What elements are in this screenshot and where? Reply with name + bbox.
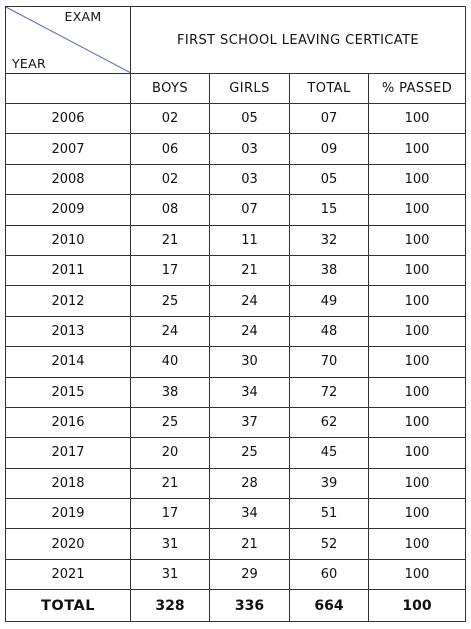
cell-total: 07 xyxy=(290,104,369,134)
table-row xyxy=(6,255,466,285)
cell-year: 2020 xyxy=(6,529,131,559)
cell-total: 60 xyxy=(290,559,369,589)
cell-total: 52 xyxy=(290,529,369,559)
cell-boys: 06 xyxy=(131,134,210,164)
cell-year: 2015 xyxy=(6,377,131,407)
table-row xyxy=(6,529,466,559)
cell-boys: 08 xyxy=(131,195,210,225)
table-row xyxy=(6,468,466,498)
cell-passed: 100 xyxy=(369,468,466,498)
cell-passed: 100 xyxy=(369,499,466,529)
cell-passed: 100 xyxy=(369,377,466,407)
table-row xyxy=(6,316,466,346)
totals-passed: 100 xyxy=(369,590,466,622)
cell-total: 62 xyxy=(290,407,369,437)
cell-girls: 30 xyxy=(210,347,290,377)
cell-year: 2009 xyxy=(6,195,131,225)
table-row xyxy=(6,164,466,194)
column-header-girls: GIRLS xyxy=(210,74,290,104)
cell-boys: 38 xyxy=(131,377,210,407)
cell-passed: 100 xyxy=(369,316,466,346)
cell-year: 2007 xyxy=(6,134,131,164)
cell-boys: 25 xyxy=(131,407,210,437)
cell-year: 2013 xyxy=(6,316,131,346)
cell-year: 2021 xyxy=(6,559,131,589)
cell-year: 2019 xyxy=(6,499,131,529)
table-row xyxy=(6,286,466,316)
totals-row xyxy=(6,590,466,622)
table-row xyxy=(6,195,466,225)
table-row xyxy=(6,407,466,437)
cell-girls: 29 xyxy=(210,559,290,589)
cell-year: 2012 xyxy=(6,286,131,316)
cell-year: 2017 xyxy=(6,438,131,468)
table-row xyxy=(6,225,466,255)
table-row xyxy=(6,347,466,377)
cell-year: 2008 xyxy=(6,164,131,194)
cell-passed: 100 xyxy=(369,286,466,316)
totals-label: TOTAL xyxy=(6,590,131,622)
cell-total: 45 xyxy=(290,438,369,468)
cell-girls: 34 xyxy=(210,499,290,529)
cell-total: 38 xyxy=(290,255,369,285)
column-header-passed: % PASSED xyxy=(369,74,466,104)
cell-boys: 17 xyxy=(131,499,210,529)
cell-total: 70 xyxy=(290,347,369,377)
table-row xyxy=(6,377,466,407)
cell-girls: 24 xyxy=(210,316,290,346)
cell-passed: 100 xyxy=(369,164,466,194)
cell-passed: 100 xyxy=(369,225,466,255)
column-header-total: TOTAL xyxy=(290,74,369,104)
cell-girls: 03 xyxy=(210,164,290,194)
cell-total: 09 xyxy=(290,134,369,164)
cell-passed: 100 xyxy=(369,529,466,559)
cell-boys: 31 xyxy=(131,529,210,559)
year-column-header-blank xyxy=(6,74,131,104)
cell-girls: 21 xyxy=(210,529,290,559)
year-label: YEAR xyxy=(12,56,46,71)
exam-year-header-cell xyxy=(6,7,131,74)
cell-total: 51 xyxy=(290,499,369,529)
cell-girls: 37 xyxy=(210,407,290,437)
cell-boys: 17 xyxy=(131,255,210,285)
cell-total: 49 xyxy=(290,286,369,316)
cell-total: 72 xyxy=(290,377,369,407)
cell-total: 48 xyxy=(290,316,369,346)
results-table-container xyxy=(5,6,466,622)
cell-boys: 02 xyxy=(131,104,210,134)
cell-boys: 40 xyxy=(131,347,210,377)
table-row xyxy=(6,134,466,164)
table-row xyxy=(6,438,466,468)
table-title: FIRST SCHOOL LEAVING CERTICATE xyxy=(131,7,466,74)
cell-passed: 100 xyxy=(369,195,466,225)
cell-boys: 21 xyxy=(131,225,210,255)
table-row xyxy=(6,499,466,529)
cell-boys: 31 xyxy=(131,559,210,589)
cell-girls: 21 xyxy=(210,255,290,285)
cell-boys: 24 xyxy=(131,316,210,346)
cell-passed: 100 xyxy=(369,438,466,468)
cell-total: 05 xyxy=(290,164,369,194)
cell-boys: 20 xyxy=(131,438,210,468)
cell-total: 32 xyxy=(290,225,369,255)
totals-total: 664 xyxy=(290,590,369,622)
cell-boys: 21 xyxy=(131,468,210,498)
cell-total: 39 xyxy=(290,468,369,498)
cell-passed: 100 xyxy=(369,347,466,377)
cell-year: 2014 xyxy=(6,347,131,377)
column-header-row xyxy=(6,74,466,104)
cell-passed: 100 xyxy=(369,407,466,437)
cell-total: 15 xyxy=(290,195,369,225)
cell-year: 2010 xyxy=(6,225,131,255)
cell-girls: 28 xyxy=(210,468,290,498)
cell-girls: 03 xyxy=(210,134,290,164)
table-row xyxy=(6,559,466,589)
cell-passed: 100 xyxy=(369,559,466,589)
cell-boys: 02 xyxy=(131,164,210,194)
totals-girls: 336 xyxy=(210,590,290,622)
results-table xyxy=(5,6,466,622)
exam-label: EXAM xyxy=(64,9,102,24)
cell-girls: 24 xyxy=(210,286,290,316)
column-header-boys: BOYS xyxy=(131,74,210,104)
table-row xyxy=(6,104,466,134)
cell-girls: 07 xyxy=(210,195,290,225)
cell-year: 2016 xyxy=(6,407,131,437)
cell-year: 2006 xyxy=(6,104,131,134)
cell-girls: 05 xyxy=(210,104,290,134)
cell-boys: 25 xyxy=(131,286,210,316)
title-row xyxy=(6,7,466,74)
cell-passed: 100 xyxy=(369,255,466,285)
cell-year: 2011 xyxy=(6,255,131,285)
totals-boys: 328 xyxy=(131,590,210,622)
cell-passed: 100 xyxy=(369,134,466,164)
cell-girls: 11 xyxy=(210,225,290,255)
cell-girls: 34 xyxy=(210,377,290,407)
cell-year: 2018 xyxy=(6,468,131,498)
cell-passed: 100 xyxy=(369,104,466,134)
cell-girls: 25 xyxy=(210,438,290,468)
